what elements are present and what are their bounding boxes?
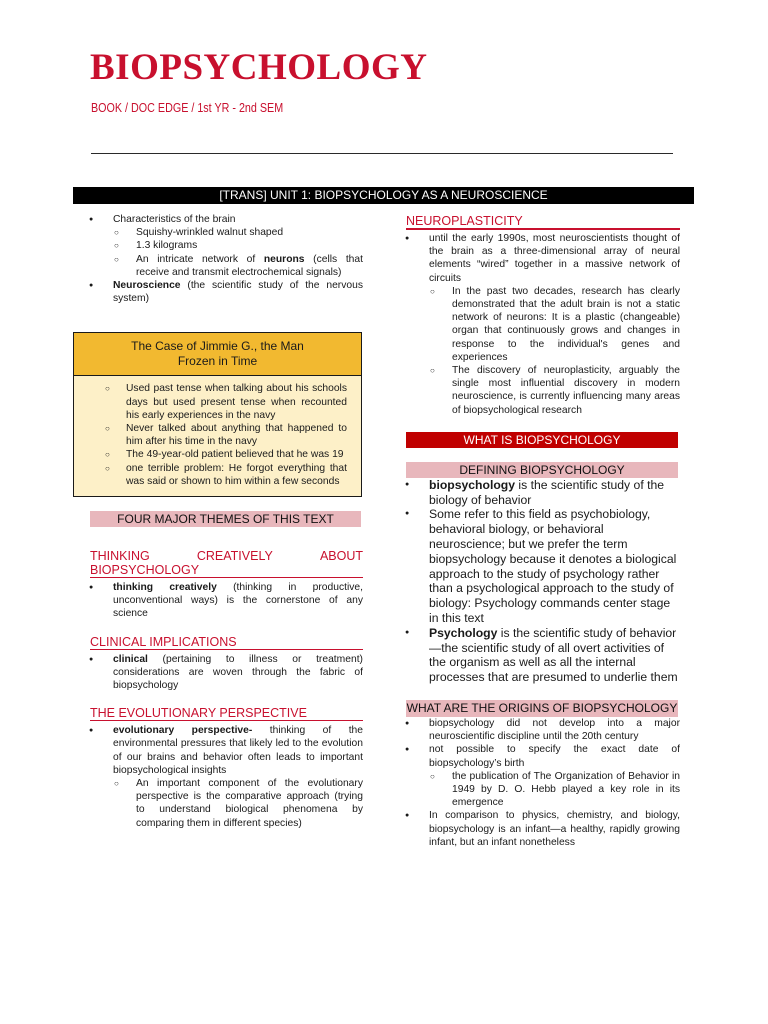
sub-list-item: ○ The discovery of neuroplasticity, arguably the single most influential discovery in modern neuroscience, is currently influencing many areas of biopsychological research (430, 364, 680, 417)
neuroplasticity-heading: NEUROPLASTICITY (406, 214, 680, 230)
case-item: ○ one terrible problem: He forgot everything that was said or shown to him within a few seconds (126, 462, 347, 488)
document-subtitle: BOOK / DOC EDGE / 1st YR - 2nd SEM (91, 101, 284, 115)
defining-list (388, 478, 680, 685)
defining-heading: DEFINING BIOPSYCHOLOGY (406, 462, 678, 478)
clinical-list (72, 653, 363, 693)
sub-list-item: ○ An important component of the evolutionary perspective is the comparative approach (trying to understand biological phenomena by comparing them in different species) (114, 777, 363, 830)
case-study-title: The Case of Jimmie G., the Man Frozen in Time (74, 333, 361, 376)
left-column (72, 213, 363, 830)
unit-title-bar: [TRANS] UNIT 1: BIOPSYCHOLOGY AS A NEUROSCIENCE (73, 187, 694, 204)
list-item: ● biopsychology is the scientific study of the biology of behavior (388, 478, 680, 508)
list-item: ● not possible to specify the exact date of biopsychology’s birth ○ the publication of The Organization of Behavior in 1949 by D. O. Hebb played a key role in its emergence (388, 743, 680, 809)
list-item: ● Some refer to this field as psychobiology, behavioral biology, or behavioral neuroscience; but we prefer the term biopsychology because it denotes a biological approach to the study of psychology rather than a psychological approach to the study of biology: Psychology commands center stage in this text (388, 507, 680, 625)
case-item: ○ Used past tense when talking about his schools days but used present tense when recounted his early experiences in the navy (126, 382, 347, 422)
origins-heading: WHAT ARE THE ORIGINS OF BIOPSYCHOLOGY (406, 701, 678, 715)
document-title: BIOPSYCHOLOGY (90, 47, 428, 88)
header-divider (91, 153, 673, 154)
list-item: ● Psychology is the scientific study of behavior—the scientific study of all overt activities of the organism as well as all the internal processes that are presumed to underlie them (388, 626, 680, 685)
origins-list (388, 717, 680, 849)
sub-list-item: ○ In the past two decades, research has clearly demonstrated that the adult brain is not a static network of neurons: It is a plastic (changeable) organ that continuously grows and changes in response to the individual's genes and experiences (430, 285, 680, 364)
list-item: ● biopsychology did not develop into a major neuroscientific discipline until the 20th century (388, 717, 680, 743)
list-item: ● Characteristics of the brain ○ Squishy-wrinkled walnut shaped ○ 1.3 kilograms ○ An intricate network of neurons (cells that receive and transmit electrochemical signals) (72, 213, 363, 279)
brain-list (72, 213, 363, 305)
themes-heading: FOUR MAJOR THEMES OF THIS TEXT (90, 511, 361, 527)
list-item: ● clinical (pertaining to illness or treatment) considerations are woven through the fabric of biopsychology (72, 653, 363, 693)
right-column (398, 213, 680, 849)
thinking-list (72, 581, 363, 621)
sub-list-item: ○ An intricate network of neurons (cells that receive and transmit electrochemical signals) (114, 253, 363, 279)
case-item: ○ Never talked about anything that happened to him after his time in the navy (126, 422, 347, 448)
list-item: ● thinking creatively (thinking in productive, unconventional ways) is the cornerstone of any science (72, 581, 363, 621)
list-item: ● until the early 1990s, most neuroscientists thought of the brain as a three-dimensional array of neural elements “wired” together in a massive network of circuits ○ In the past two decades, research has clearly demonstrated that the adult brain is not a static network of neurons: It is a plastic (changeable) organ that continuously grows and changes in response to the individual's genes and experiences ○ The discovery of neuroplasticity, arguably the single most influential discovery in modern neuroscience, is currently influencing many areas of biopsychological research (388, 232, 680, 417)
sub-list-item: ○ Squishy-wrinkled walnut shaped (114, 226, 363, 239)
sub-list-item: ○ the publication of The Organization of Behavior in 1949 by D. O. Hebb played a key role in its emergence (430, 770, 680, 810)
list-item: ● evolutionary perspective- thinking of the environmental pressures that likely led to the evolution of our brains and behavior often leads to important biopsychological insights ○ An important component of the evolutionary perspective is the comparative approach (trying to understand biological phenomena by comparing them in different species) (72, 724, 363, 830)
evolutionary-list (72, 724, 363, 830)
case-study-box (73, 332, 362, 497)
clinical-heading: CLINICAL IMPLICATIONS (90, 635, 363, 650)
what-is-biopsychology-bar: WHAT IS BIOPSYCHOLOGY (406, 432, 678, 448)
sub-list-item: ○ 1.3 kilograms (114, 239, 363, 252)
evolutionary-heading: THE EVOLUTIONARY PERSPECTIVE (90, 706, 363, 721)
case-item: ○ The 49-year-old patient believed that he was 19 (126, 448, 347, 461)
list-item: ● Neuroscience (the scientific study of the nervous system) (72, 279, 363, 305)
thinking-heading-full: BIOPSYCHOLOGY (90, 563, 363, 578)
case-study-list (74, 376, 361, 496)
thinking-heading: THINKING CREATIVELY ABOUT (90, 549, 363, 564)
list-item: ● In comparison to physics, chemistry, and biology, biopsychology is an infant—a healthy, rapidly growing infant, but an infant nonetheless (388, 809, 680, 849)
neuroplasticity-list (388, 232, 680, 417)
